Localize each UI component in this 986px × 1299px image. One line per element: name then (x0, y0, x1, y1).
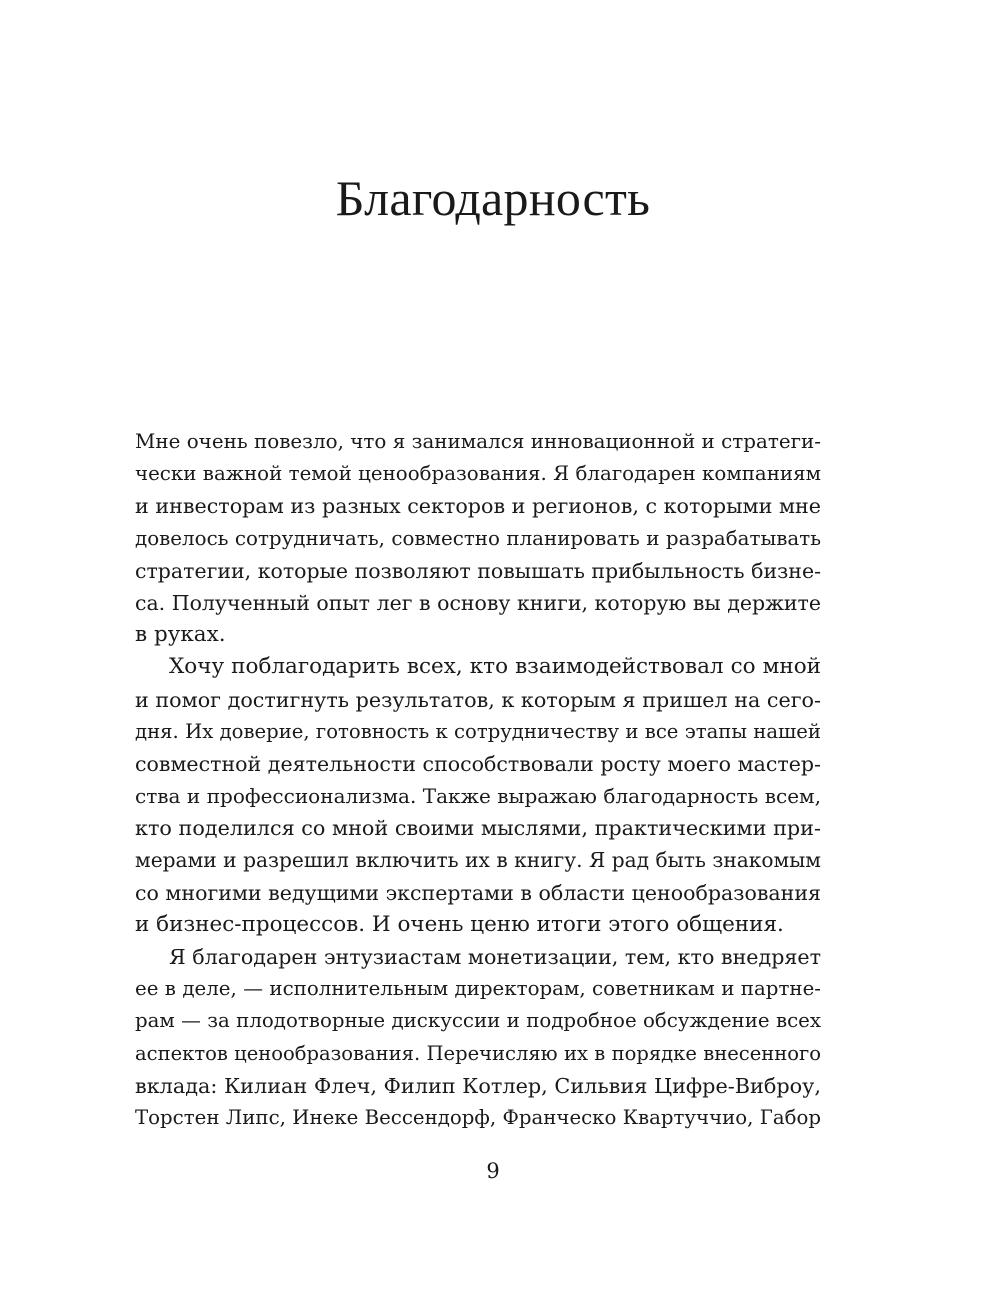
text-line: стратегии, которые позволяют повышать прибыльность бизне- (135, 558, 821, 583)
page-title: Благодарность (335, 170, 651, 226)
text-line: Торстен Липс, Инеке Вессендорф, Франческо Квартуччио, Габор (135, 1105, 821, 1129)
text-line: и бизнес-процессов. И очень ценю итоги этого общения. (135, 911, 784, 937)
text-line: в руках. (135, 622, 226, 648)
paragraph-3 (135, 941, 821, 1134)
text-line: ства и профессионализма. Также выражаю благодарность всем, (135, 784, 821, 809)
text-line: рам — за плодотворные дискуссии и подробное обсуждение всех (135, 1009, 821, 1033)
text-line: ее в деле, — исполнительным директорам, советникам и партне- (135, 977, 821, 1001)
text-line: довелось сотрудничать, совместно планировать и разрабатывать (135, 526, 821, 550)
text-line: Я благодарен энтузиастам монетизации, тем, кто внедряет (169, 945, 821, 969)
text-line: Хочу поблагодарить всех, кто взаимодействовал со мной (169, 654, 821, 680)
text-line: со многими ведущими экспертами в области ценообразования (135, 880, 821, 905)
text-line: чески важной темой ценообразования. Я благодарен компаниям (135, 462, 821, 486)
text-line: кто поделился со мной своими мыслями, практическими при- (135, 816, 821, 841)
text-line: дня. Их доверие, готовность к сотрудничеству и все этапы нашей (135, 719, 821, 743)
text-line: вклада: Килиан Флеч, Филип Котлер, Сильвия Цифре-Виброу, (135, 1073, 821, 1098)
text-line: Мне очень повезло, что я занимался инновационной и стратеги- (135, 430, 821, 453)
text-line: и инвесторам из разных секторов и регионов, с которыми мне (135, 494, 821, 519)
text-line: и помог достигнуть результатов, к которым я пришел на сего- (135, 687, 821, 712)
body-text (135, 426, 821, 1134)
page-number: 9 (486, 1159, 500, 1183)
paragraph-1 (135, 426, 821, 651)
text-line: са. Полученный опыт лег в основу книги, которую вы держите (135, 590, 821, 615)
paragraph-2 (135, 651, 821, 941)
text-line: мерами и разрешил включить их в книгу. Я рад быть знакомым (135, 848, 821, 873)
text-line: совместной деятельности способствовали росту моего мастер- (135, 751, 821, 776)
text-line: аспектов ценообразования. Перечисляю их в порядке внесенного (135, 1041, 821, 1065)
